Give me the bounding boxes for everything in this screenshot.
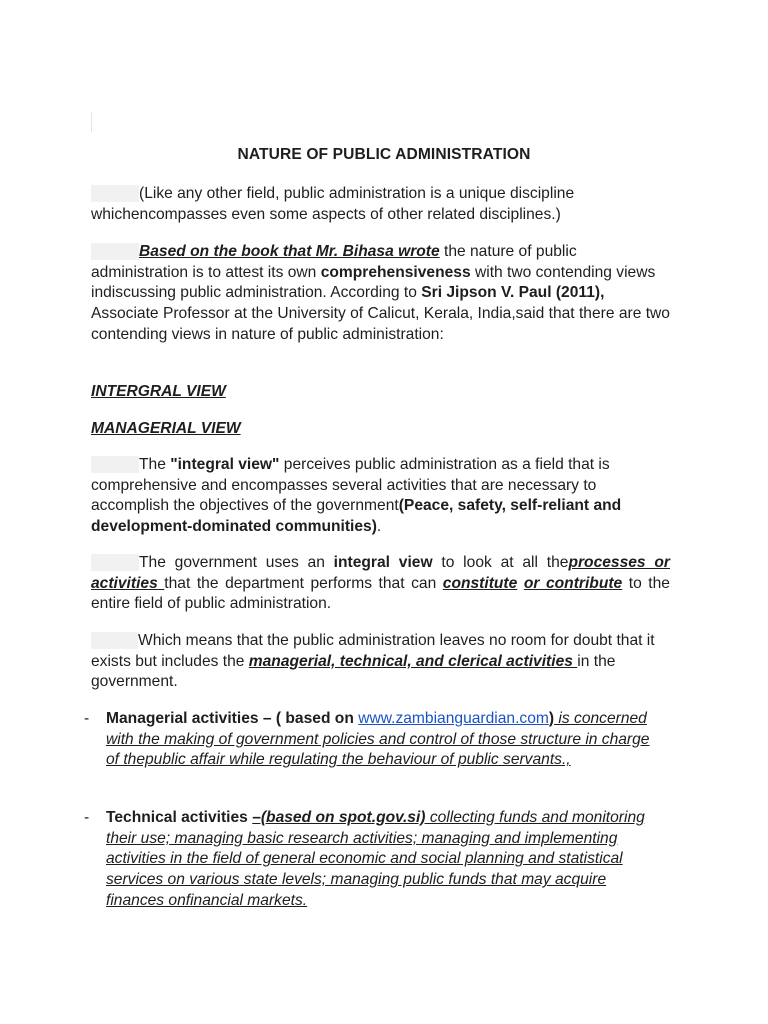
para1-text-2: with two contending views indiscussing public administration. According to	[91, 263, 656, 302]
text-cursor-mark	[91, 112, 92, 132]
para4-text-2: in the government.	[91, 652, 616, 691]
objectives-list: (Peace, safety, self-reliant and development-dominated communities)	[91, 497, 622, 536]
integral-view-heading: INTERGRAL VIEW	[91, 383, 226, 400]
activities-term: managerial, technical, and clerical activities	[248, 652, 578, 670]
para1-text-1: the nature of public administration is to attest its own	[91, 243, 577, 281]
para1-text-3: Associate Professor at the University of Calicut, Kerala, India,said that there are two contending views in nature of public administration:	[91, 305, 670, 343]
constitute-term: constitute	[442, 574, 518, 592]
author-citation: Sri Jipson V. Paul (2011),	[421, 284, 605, 302]
para3-text-3: that the department performs that can	[164, 574, 443, 592]
technical-activities-lead: Technical activities	[106, 809, 253, 826]
para2-text-1: The	[139, 456, 171, 473]
para3-text-2: to look at all the	[432, 554, 569, 571]
intro-text: (Like any other field, public administration is a unique discipline whichencompasses even some aspects of other related disciplines.)	[91, 185, 575, 223]
processes-activities-term: processes or activities	[91, 554, 670, 592]
technical-activities-source: –(based on spot.gov.si)	[252, 809, 426, 826]
para4-text-1: Which means that the public administration leaves no room for doubt that it exists but includes the	[91, 632, 655, 670]
bullet-technical-activities	[106, 808, 666, 912]
para3-text-5: to the entire field of public administration.	[91, 574, 670, 613]
paragraph-government-view	[91, 553, 670, 615]
managerial-activities-lead: Managerial activities – ( based on	[106, 710, 359, 727]
integral-view-term-2: integral view	[333, 554, 433, 571]
book-reference-lead: Based on the book that Mr. Bihasa wrote	[139, 243, 440, 260]
managerial-view-heading: MANAGERIAL VIEW	[91, 420, 241, 437]
comprehensiveness-term: comprehensiveness	[320, 263, 471, 281]
bullet-dash-1: -	[84, 710, 90, 727]
zambianguardian-link[interactable]: www.zambianguardian.com	[358, 710, 549, 727]
or-contribute-term: or contribute	[523, 574, 623, 592]
para2-text-3: .	[376, 518, 382, 536]
page-title: NATURE OF PUBLIC ADMINISTRATION	[237, 146, 531, 163]
technical-activities-body: collecting funds and monitoring their use; managing basic research activities; managing and implementing activities in the field of general economic and social planning and statistical services on various state levels; managing public funds that may acquire finances onfinancial markets.	[106, 809, 645, 909]
bullet-managerial-activities	[106, 709, 666, 771]
managerial-activities-body: is concerned with the making of government policies and control of those structure in charge of thepublic affair while regulating the behaviour of public servants.,	[106, 710, 650, 769]
intro-paragraph	[91, 184, 670, 225]
paragraph-book-reference	[91, 242, 670, 346]
paragraph-integral-view	[91, 455, 670, 538]
paragraph-activities	[91, 631, 670, 693]
bullet-dash-2: -	[84, 809, 90, 826]
para3-text-1: The government uses an	[139, 554, 334, 571]
integral-view-term: "integral view"	[170, 456, 280, 473]
managerial-activities-close: )	[548, 710, 555, 727]
para2-text-2: perceives public administration as a field that is comprehensive and encompasses several activities that are necessary to accomplish the objectives of the government	[91, 456, 610, 515]
